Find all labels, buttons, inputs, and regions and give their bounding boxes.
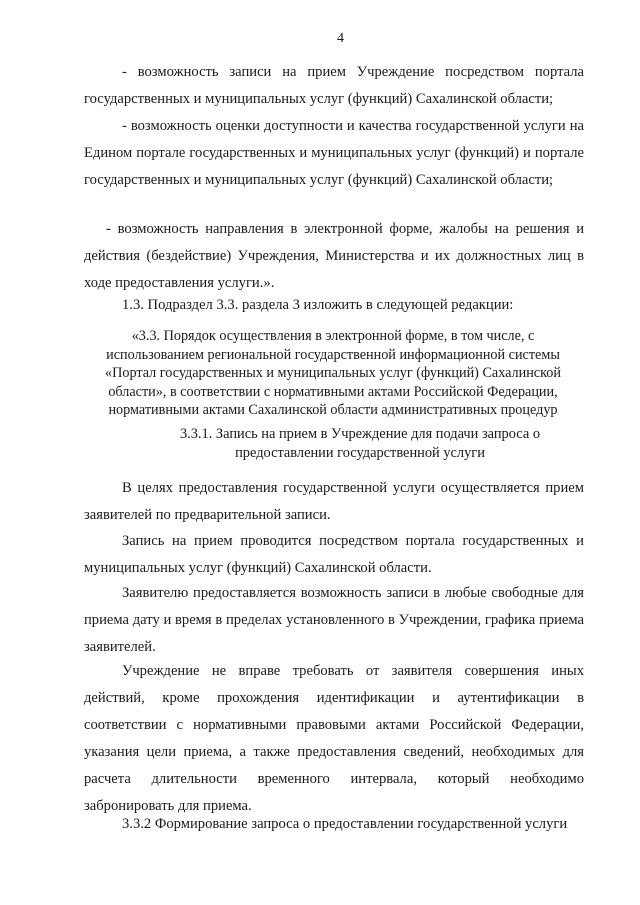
paragraph-preliminary-appointment: В целях предоставления государственной услуги осуществляется прием заявителей по предварительной записи. xyxy=(84,480,584,523)
quoted-subsection-title: «3.3. Порядок осуществления в электронной форме, в том числе, с использованием региональной государственной информационной системы «Портал государственных и муниципальных услуг (функций) Сахалинской области», в соответствии с нормативными актами Российской Федерации, нормативными актами Сахалинской области административных процедур xyxy=(105,328,561,419)
paragraph-institution-restrictions: Учреждение не вправе требовать от заявителя совершения иных действий, кроме прохождения идентификации и аутентификации в соответствии с нормативными правовыми актами Российской Федерации, указания цели приема, а также предоставления сведений, необходимых для расчета длительности временного интервала, который необходимо забронировать для приема. xyxy=(84,663,584,814)
page-number: 4 xyxy=(337,31,344,46)
paragraph-quality-assessment: - возможность оценки доступности и качества государственной услуги на Едином портале государственных и муниципальных услуг (функций) и портале государственных и муниципальных услуг (функций) Сахалинской области; xyxy=(84,118,584,188)
subsection-heading-3-3-2: 3.3.2 Формирование запроса о предоставлении государственной услуги xyxy=(122,816,568,832)
paragraph-complaints: - возможность направления в электронной форме, жалобы на решения и действия (бездействие) Учреждения, Министерства и их должностных лиц в ходе предоставления услуги.». xyxy=(84,221,584,291)
paragraph-free-slots: Заявителю предоставляется возможность записи в любые свободные для приема дату и время в пределах установленного в Учреждении, графика приема заявителей. xyxy=(84,585,584,655)
subsection-heading-3-3-1: 3.3.1. Запись на прием в Учреждение для подачи запроса о предоставлении государственной услуги xyxy=(179,426,541,461)
paragraph-appointment-portal: Запись на прием проводится посредством портала государственных и муниципальных услуг (функций) Сахалинской области. xyxy=(84,533,584,576)
paragraph-portal-appointment: - возможность записи на прием Учреждение посредством портала государственных и муниципальных услуг (функций) Сахалинской области; xyxy=(84,64,584,107)
paragraph-amendment-intro: 1.3. Подраздел 3.3. раздела 3 изложить в следующей редакции: xyxy=(122,297,514,313)
